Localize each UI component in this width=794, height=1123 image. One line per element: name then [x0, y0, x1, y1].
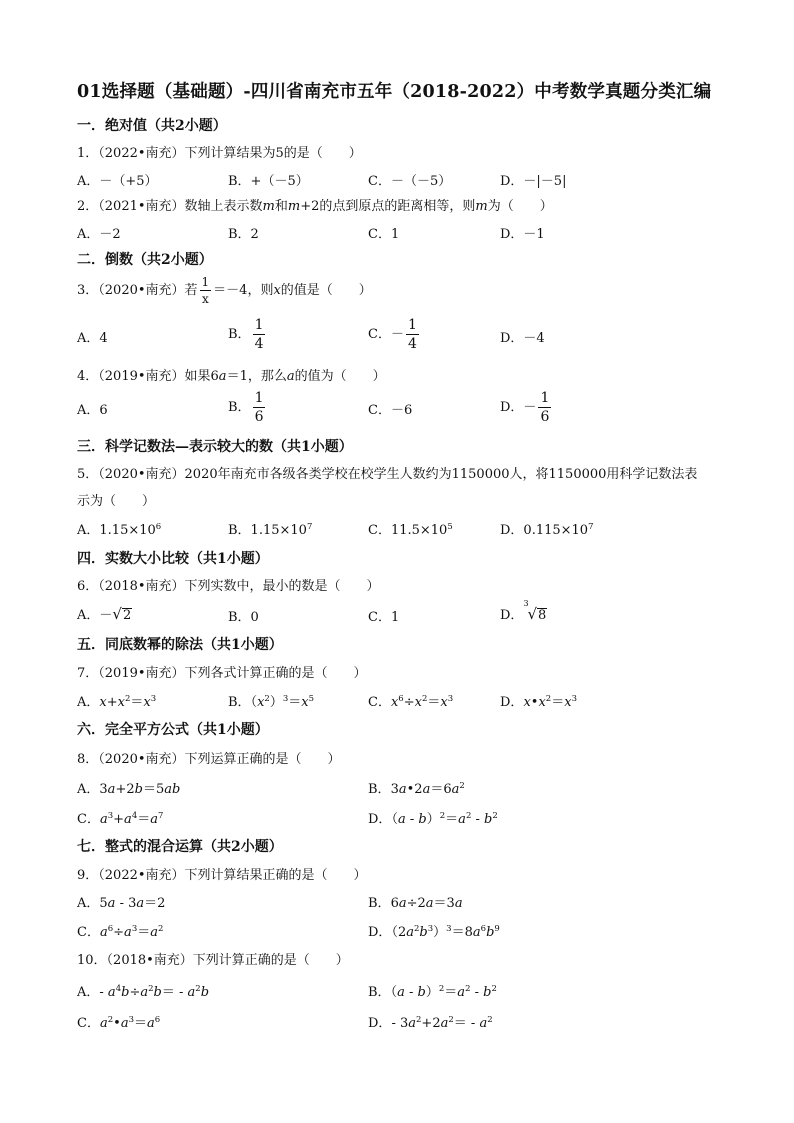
question-2-option-d: D．－1: [500, 227, 545, 242]
question-4-stem: 4．（2019•南充）如果6a＝1，那么a的值为（ ）: [77, 369, 386, 384]
question-2-stem: 2．（2021•南充）数轴上表示数m和m+2的点到原点的距离相等，则m为（ ）: [77, 199, 553, 214]
question-9-option-a: A．5a - 3a＝2: [77, 896, 166, 911]
question-5-stem-line2: 示为（ ）: [77, 494, 156, 509]
question-5-option-d: D．$0.115\times 10^7$: [500, 522, 594, 538]
section-heading-polynomial-ops: 七．整式的混合运算（共2小题）: [77, 839, 283, 855]
section-heading-perfect-square: 六．完全平方公式（共1小题）: [77, 722, 269, 738]
section-heading-real-number-compare: 四．实数大小比较（共1小题）: [77, 551, 269, 567]
question-6-stem: 6．（2018•南充）下列实数中，最小的数是（ ）: [77, 579, 380, 594]
question-10-option-c: C．$a^2•a^3=a^6$: [77, 1015, 161, 1031]
section-heading-scientific-notation: 三．科学记数法—表示较大的数（共1小题）: [77, 439, 353, 455]
question-2-option-c: C．1: [368, 227, 400, 242]
section-heading-power-division: 五．同底数幂的除法（共1小题）: [77, 637, 283, 653]
fraction: $\frac{1}{x}$: [201, 275, 210, 306]
page-title: 01选择题（基础题）-四川省南充市五年（2018-2022）中考数学真题分类汇编: [77, 82, 712, 102]
question-9-stem: 9．（2022•南充）下列计算结果正确的是（ ）: [77, 868, 367, 883]
question-2-option-b: B．2: [228, 227, 259, 242]
question-10-stem: 10．（2018•南充）下列计算正确的是（ ）: [77, 953, 349, 968]
question-3-option-c: C．－ $\frac{1}{4}$: [368, 317, 417, 352]
question-10-option-d: D．- $3a^2+2a^2= - a^2$: [368, 1015, 493, 1031]
question-6-option-b: B．0: [228, 610, 259, 625]
question-7-option-d: D．$x•x^2=x^3$: [500, 694, 577, 710]
section-heading-reciprocal: 二．倒数（共2小题）: [77, 252, 213, 268]
question-3-stem: 3．（2020•南充）若 $\frac{1}{x}$ ＝－4，则x的值是（ ）: [77, 275, 372, 306]
question-9-option-b: B．6a÷2a＝3a: [368, 896, 463, 911]
question-1-option-a: A．－（+5）: [77, 174, 158, 189]
question-1-stem: 1．（2022•南充）下列计算结果为5的是（ ）: [77, 146, 362, 161]
question-1-option-d: D．－|－5|: [500, 174, 567, 189]
question-4-option-a: A．6: [77, 403, 108, 418]
question-4-option-b: B． $\frac{1}{6}$: [228, 390, 264, 425]
question-10-option-b: B．$(a - b)^2=a^2 - b^2$: [368, 984, 497, 1000]
question-7-option-a: A．$x+x^2=x^3$: [77, 694, 157, 710]
question-10-option-a: A．- $a^4b\div a^2b= - a^2b$: [77, 984, 210, 1000]
question-7-option-b: B．$(x^2)^3=x^5$: [228, 694, 315, 710]
question-6-option-a: A．－√2: [77, 605, 132, 623]
question-8-option-d: D．$(a - b)^2=a^2 - b^2$: [368, 811, 498, 827]
question-4-option-c: C．－6: [368, 403, 413, 418]
question-8-option-c: C．$a^3+a^4=a^7$: [77, 811, 164, 827]
question-5-stem-line1: 5．（2020•南充）2020年南充市各级各类学校在校学生人数约为1150000人，将1150000用科学记数法表: [77, 467, 698, 482]
question-8-stem: 8．（2020•南充）下列运算正确的是（ ）: [77, 752, 341, 767]
question-1-option-c: C．－（－5）: [368, 174, 452, 189]
question-9-option-d: D．$(2a^2b^3)^3=8a^6b^9$: [368, 924, 500, 940]
question-5-option-a: A．$1.15\times 10^6$: [77, 522, 162, 538]
question-8-option-b: B．$3a•2a=6a^2$: [368, 781, 465, 797]
question-6-option-c: C．1: [368, 610, 400, 625]
question-7-stem: 7．（2019•南充）下列各式计算正确的是（ ）: [77, 666, 367, 681]
question-6-option-d: D． 3 √8: [500, 599, 547, 623]
question-7-option-c: C．$x^6\div x^2=x^3$: [368, 694, 454, 710]
question-3-option-a: A．4: [77, 331, 108, 346]
section-heading-absolute-value: 一．绝对值（共2小题）: [77, 118, 227, 134]
question-4-option-d: D．－ $\frac{1}{6}$: [500, 390, 550, 425]
question-3-option-d: D．－4: [500, 331, 545, 346]
question-9-option-c: C．$a^6\div a^3=a^2$: [77, 924, 164, 940]
question-5-option-b: B．$1.15\times 10^7$: [228, 522, 313, 538]
question-2-option-a: A．－2: [77, 227, 121, 242]
question-1-option-b: B．+（－5）: [228, 174, 309, 189]
question-8-option-a: A．3a+2b＝5ab: [77, 782, 181, 797]
question-3-option-b: B． $\frac{1}{4}$: [228, 317, 264, 352]
question-5-option-c: C．$11.5\times 10^5$: [368, 522, 453, 538]
